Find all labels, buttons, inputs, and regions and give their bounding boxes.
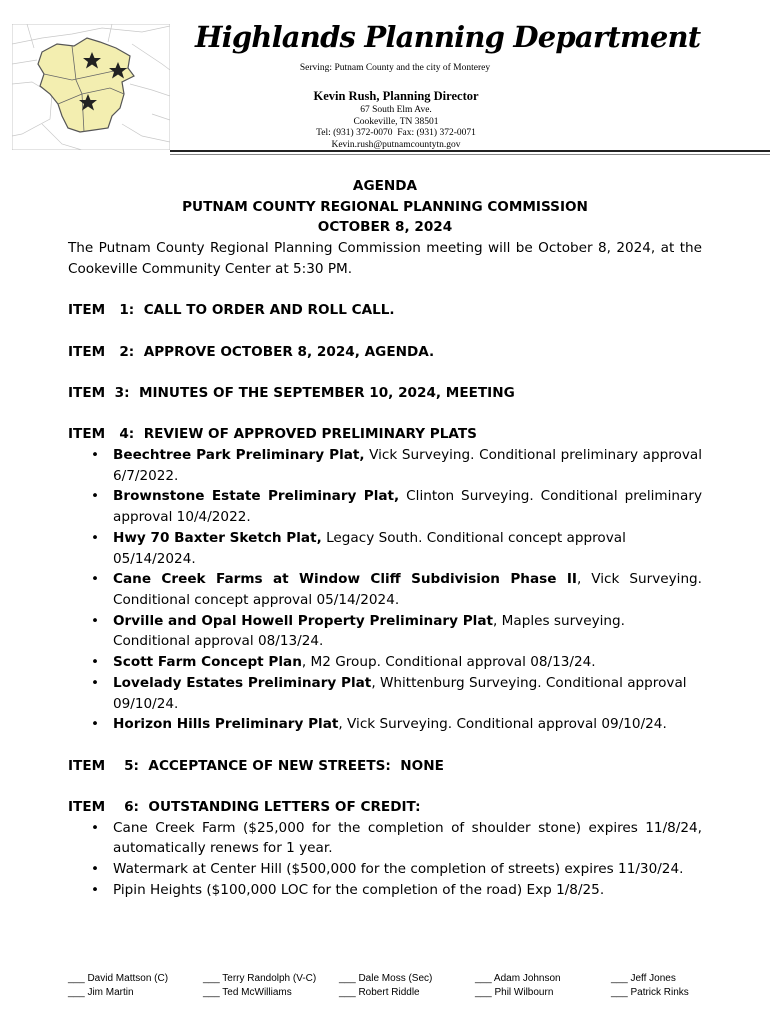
- item-6-heading: ITEM 6: OUTSTANDING LETTERS OF CREDIT:: [68, 799, 421, 815]
- signoff-column: [475, 972, 561, 999]
- plat-detail: , Vick Surveying. Conditional approval 09/10/24.: [338, 716, 667, 733]
- item-1-heading: ITEM 1: CALL TO ORDER AND ROLL CALL.: [68, 302, 395, 319]
- letterhead: [0, 0, 770, 152]
- list-item: [113, 569, 702, 610]
- item-2-heading: ITEM 2: APPROVE OCTOBER 8, 2024, AGENDA.: [68, 343, 435, 360]
- signoff-column: [339, 972, 432, 999]
- member-line: ___ Ted McWilliams: [203, 986, 292, 998]
- phone-fax: Tel: (931) 372-0070 Fax: (931) 372-0071: [316, 128, 476, 138]
- plat-detail: Clinton Surveying. Conditional preliminary approval 10/4/2022.: [113, 488, 702, 526]
- credits-list: [68, 818, 702, 901]
- list-item: [113, 611, 702, 652]
- plat-name: Scott Farm Concept Plan: [113, 654, 302, 671]
- email-link[interactable]: Kevin.rush@putnamcountytn.gov: [331, 139, 461, 150]
- address-line-2: Cookeville, TN 38501: [353, 116, 439, 127]
- member-line: ___ Adam Johnson: [475, 973, 561, 984]
- member-line: ___ Patrick Rinks: [611, 986, 689, 998]
- department-title: Highlands Planning Department: [195, 20, 701, 54]
- signoff-column: [203, 972, 316, 999]
- list-item: [113, 714, 702, 735]
- contact-block: [246, 89, 546, 151]
- member-line: ___ David Mattson (C): [68, 973, 169, 984]
- signoff-column: [68, 972, 168, 999]
- meeting-date: OCTOBER 8, 2024: [317, 219, 453, 236]
- member-line: ___ Jim Martin: [68, 986, 134, 998]
- plat-name: Hwy 70 Baxter Sketch Plat,: [113, 529, 322, 546]
- intro-paragraph: The Putnam County Regional Planning Commission meeting will be October 8, 2024, at the Cookeville Community Center at 5:30 PM.: [68, 240, 702, 277]
- list-item: • Cane Creek Farm ($25,000 for the completion of shoulder stone) expires 11/8/24, automatically renews for 1 year.: [113, 818, 702, 859]
- plat-detail: Legacy South. Conditional concept approval 05/14/2024.: [113, 529, 626, 567]
- plats-list: [68, 445, 702, 735]
- agenda-heading: AGENDA: [352, 178, 418, 194]
- list-item: [113, 528, 702, 569]
- plat-name: Brownstone Estate Preliminary Plat,: [113, 488, 400, 505]
- commission-name: PUTNAM COUNTY REGIONAL PLANNING COMMISSION: [182, 198, 588, 215]
- header-rule: [170, 150, 770, 152]
- member-line: ___ Dale Moss (Sec): [339, 973, 433, 984]
- member-line: ___ Terry Randolph (V-C): [203, 973, 317, 984]
- signoff-column: [611, 972, 689, 999]
- director-name: Kevin Rush, Planning Director: [313, 89, 479, 103]
- region-map-logo: [12, 24, 170, 150]
- plat-detail: , Maples surveying. Conditional approval 08/13/24.: [113, 612, 625, 650]
- member-line: ___ Phil Wilbourn: [475, 986, 554, 998]
- agenda-body: [68, 176, 702, 901]
- header-rule-thin: [170, 154, 770, 155]
- member-line: ___ Robert Riddle: [339, 986, 420, 998]
- member-line: ___ Jeff Jones: [611, 973, 676, 984]
- plat-detail: , Vick Surveying. Conditional concept approval 05/14/2024.: [113, 571, 703, 608]
- address-line-1: 67 South Elm Ave.: [360, 105, 432, 115]
- service-area: Serving: Putnam County and the city of Monterey: [299, 63, 491, 73]
- plat-detail: , Whittenburg Surveying. Conditional approval 09/10/24.: [113, 674, 687, 712]
- list-item: • Watermark at Center Hill ($500,000 for the completion of streets) expires 11/30/24.: [113, 859, 702, 880]
- list-item: • Pipin Heights ($100,000 LOC for the completion of the road) Exp 1/8/25.: [113, 880, 702, 901]
- list-item: [113, 486, 702, 527]
- list-item: [113, 673, 702, 714]
- plat-name: Beechtree Park Preliminary Plat,: [113, 447, 365, 464]
- item-4-heading: ITEM 4: REVIEW OF APPROVED PRELIMINARY PLATS: [68, 426, 477, 443]
- list-item: [113, 445, 702, 486]
- list-item: [113, 652, 702, 673]
- plat-detail: Vick Surveying. Conditional preliminary approval 6/7/2022.: [113, 447, 702, 484]
- plat-name: Orville and Opal Howell Property Preliminary Plat: [113, 612, 493, 629]
- plat-detail: , M2 Group. Conditional approval 08/13/24.: [301, 654, 596, 671]
- item-5-heading: ITEM 5: ACCEPTANCE OF NEW STREETS: NONE: [68, 757, 444, 774]
- plat-name: Lovelady Estates Preliminary Plat: [113, 674, 372, 691]
- plat-name: Horizon Hills Preliminary Plat: [113, 716, 339, 733]
- item-3-heading: ITEM 3: MINUTES OF THE SEPTEMBER 10, 2024, MEETING: [68, 384, 515, 401]
- plat-name: Cane Creek Farms at Window Cliff Subdivision Phase II: [113, 571, 577, 588]
